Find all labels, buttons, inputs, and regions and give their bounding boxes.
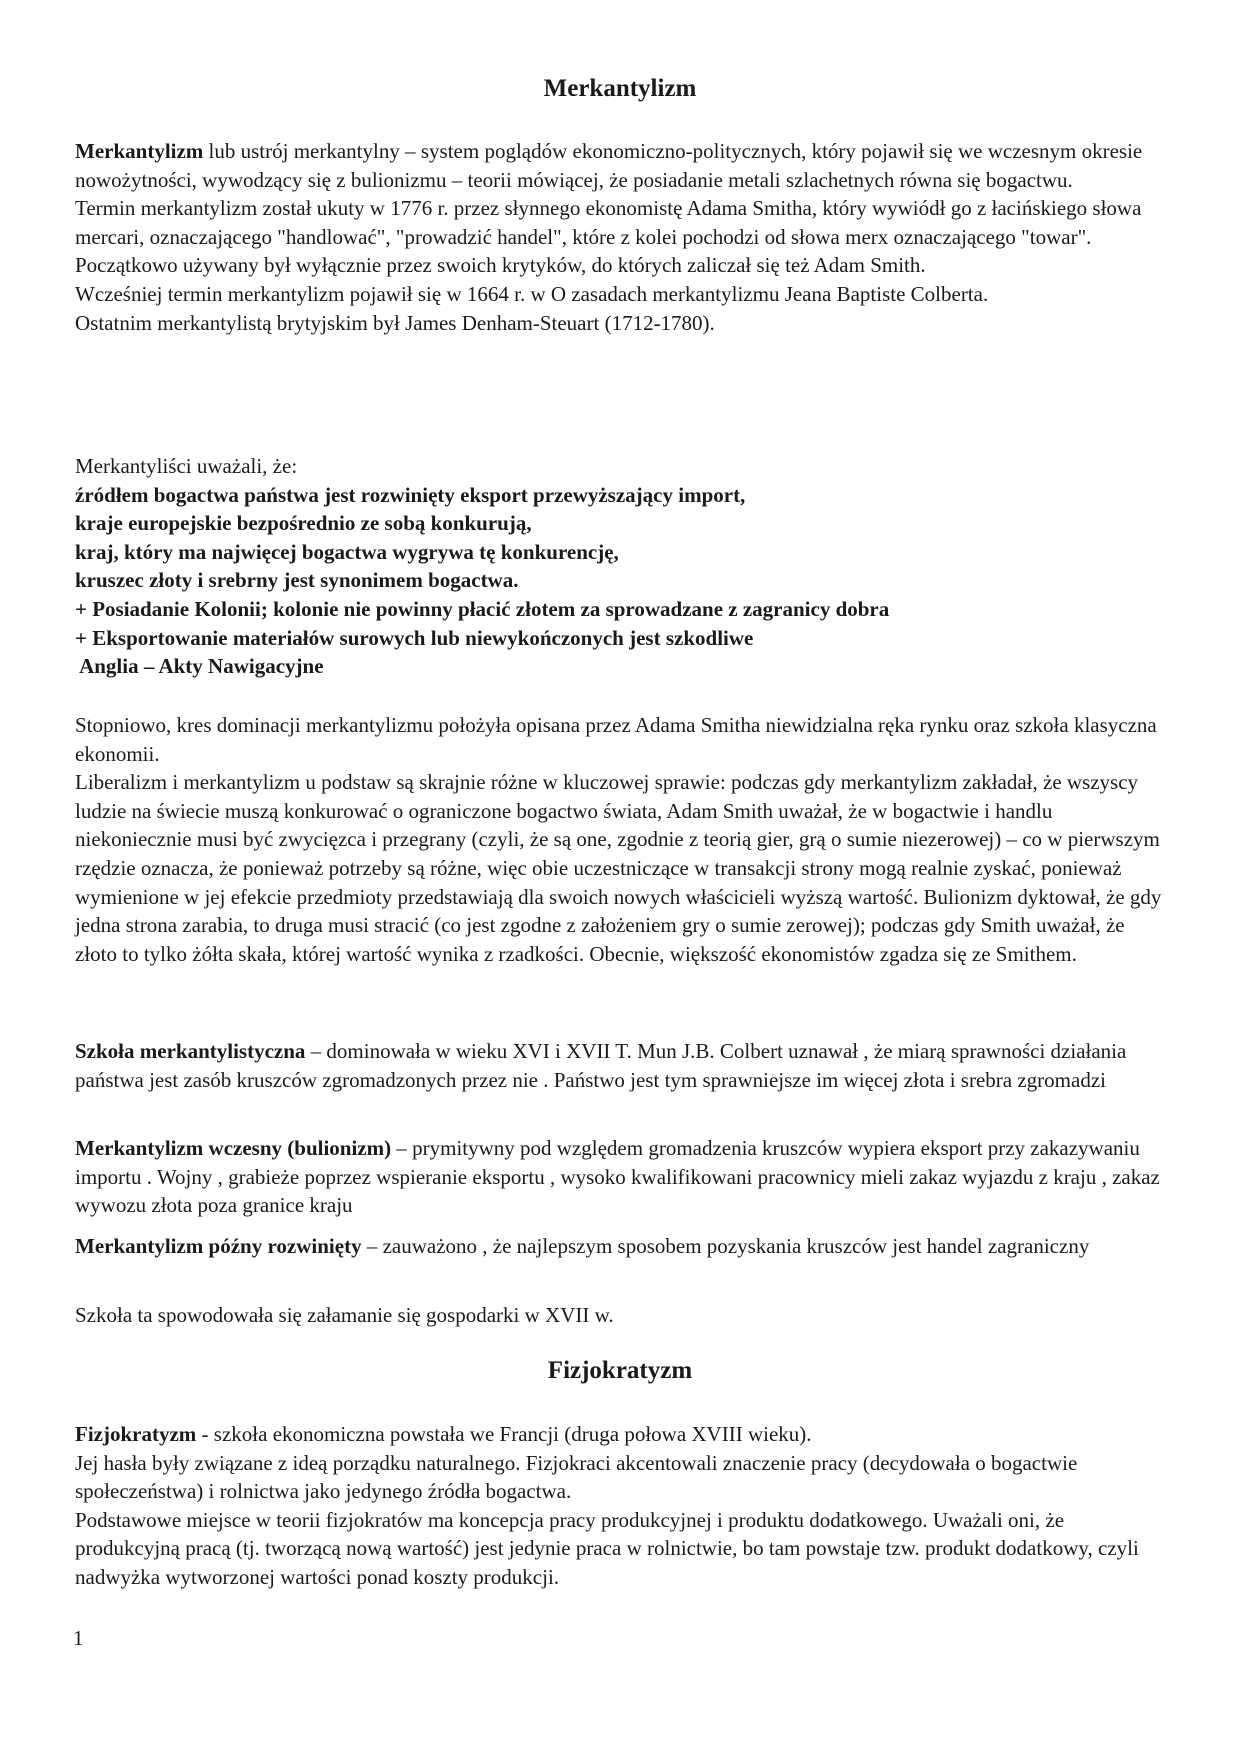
paragraph-fizjo-definition: Fizjokratyzm - szkoła ekonomiczna powstała we Francji (druga połowa XVIII wieku). <box>75 1422 812 1446</box>
views-item: źródłem bogactwa państwa jest rozwinięty eksport przewyższający import, <box>75 482 746 507</box>
views-item: kruszec złoty i srebrny jest synonimem bogactwa. <box>75 568 519 593</box>
paragraph-fizjo-natural-order: Jej hasła były związane z ideą porządku naturalnego. Fizjokraci akcentowali znaczenie pracy (decydowała o bogactwie społeczeństwa) i rolnictwa jako jedynego źródła bogactwa. <box>75 1450 1078 1504</box>
views-item: + Posiadanie Kolonii; kolonie nie powinny płacić złotem za sprowadzane z zagranicy dobra <box>75 596 890 621</box>
paragraph-colbert: Wcześniej termin merkantylizm pojawił się w 1664 r. w O zasadach merkantylizmu Jeana Baptiste Colberta. <box>75 281 989 306</box>
paragraph-early: Merkantylizm wczesny (bulionizm) – prymitywny pod względem gromadzenia kruszców wypiera eksport przy zakazywaniu importu . Wojny , grabieże poprzez wspieranie eksportu , wysoko kwalifikowani pracownicy mieli zakaz wyjazdu z kraju , zakaz wywozu złota poza granice kraju <box>75 1136 1160 1218</box>
merkantylizm-intro <box>75 137 1165 337</box>
paragraph-liberalism: Liberalizm i merkantylizm u podstaw są skrajnie różne w kluczowej sprawie: podczas gdy merkantylizm zakładał, że wszyscy ludzie na świecie muszą konkurować o ograniczone bogactwo świata, Adam Smith uważał, że w bogactwie i handlu niekoniecznie musi być zwycięzca i przegrany (czyli, że są one, zgodnie z teorią gier, grą o sumie niezerowej) – co w pierwszym rzędzie oznacza, że ponieważ potrzeby są różne, więc obie uczestniczące w transakcji strony mogą realnie zyskać, ponieważ wymienione w jej efekcie przedmioty przedstawiają dla swoich nowych właścicieli wyższą wartość. Bulionizm dyktował, że gdy jedna strona zarabia, to druga musi stracić (co jest zgodne z założeniem gry o sumie zerowej); podczas gdy Smith uważał, że złoto to tylko żółta skała, której wartość wynika z rzadkości. Obecnie, większość ekonomistów zgadza się ze Smithem. <box>75 770 1162 966</box>
section-title-fizjokratyzm: Fizjokratyzm <box>547 1357 693 1384</box>
fizjokratyzm-text <box>75 1420 1165 1592</box>
views-item: + Eksportowanie materiałów surowych lub niewykończonych jest szkodliwe <box>75 625 754 650</box>
term-school: Szkoła merkantylistyczna <box>75 1039 306 1063</box>
term-late: Merkantylizm późny rozwinięty <box>75 1234 362 1258</box>
term-early: Merkantylizm wczesny (bulionizm) <box>75 1136 392 1160</box>
section-title-merkantylizm: Merkantylizm <box>543 75 697 102</box>
paragraph-decline: Stopniowo, kres dominacji merkantylizmu położyła opisana przez Adama Smitha niewidzialna ręka rynku oraz szkoła klasyczna ekonomii. <box>75 713 1157 766</box>
paragraph-fizjo-productive-labour: Podstawowe miejsce w teorii fizjokratów ma koncepcja pracy produkcyjnej i produktu dodatkowego. Uważali oni, że produkcyjną pracą (tj. tworzącą nową wartość) jest jedynie praca w rolnictwie, bo tam powstaje tzw. produkt dodatkowy, czyli nadwyżka wytworzonej wartości ponad koszty produkcji. <box>75 1507 1139 1589</box>
merkantylizm-views <box>75 452 1165 681</box>
paragraph-steuart: Ostatnim merkantylistą brytyjskim był James Denham-Steuart (1712-1780). <box>75 310 715 335</box>
term-merkantylizm: Merkantylizm <box>75 139 204 163</box>
views-lead: Merkantyliści uważali, że: <box>75 454 298 478</box>
definition-text: lub ustrój merkantylny – system poglądów ekonomiczno-politycznych, który pojawił się we wczesnym okresie nowożytności, wywodzący się z bulionizmu – teorii mówiącej, że posiadanie metali szlachetnych równa się bogactwu. <box>75 139 1143 192</box>
views-item: kraj, który ma najwięcej bogactwa wygrywa tę konkurencję, <box>75 539 619 564</box>
paragraph-school: Szkoła merkantylistyczna – dominowała w wieku XVI i XVII T. Mun J.B. Colbert uznawał , że miarą sprawności działania państwa jest zasób kruszców zgromadzonych przez nie . Państwo jest tym sprawniejsze im więcej złota i srebra zgromadzi <box>75 1039 1127 1092</box>
term-fizjokratyzm: Fizjokratyzm <box>75 1422 197 1446</box>
merkantylizm-decline <box>75 711 1165 968</box>
paragraph-late: Merkantylizm późny rozwinięty – zauważono , że najlepszym sposobem pozyskania kruszców jest handel zagraniczny <box>75 1234 1090 1258</box>
views-item: Anglia – Akty Nawigacyjne <box>75 654 324 679</box>
views-item: kraje europejskie bezpośrednio ze sobą konkurują, <box>75 511 532 536</box>
paragraph-etymology: Termin merkantylizm został ukuty w 1776 r. przez słynnego ekonomistę Adama Smitha, który wywiódł go z łacińskiego słowa mercari, oznaczającego "handlować", "prowadzić handel", które z kolei pochodzi od słowa merx oznaczającego "towar". Początkowo używany był wyłącznie przez swoich krytyków, do których zaliczał się też Adam Smith. <box>75 196 1142 278</box>
paragraph-definition <box>75 137 1165 194</box>
page-number: 1 <box>73 1626 84 1650</box>
paragraph-collapse: Szkoła ta spowodowała się załamanie się gospodarki w XVII w. <box>75 1303 614 1327</box>
